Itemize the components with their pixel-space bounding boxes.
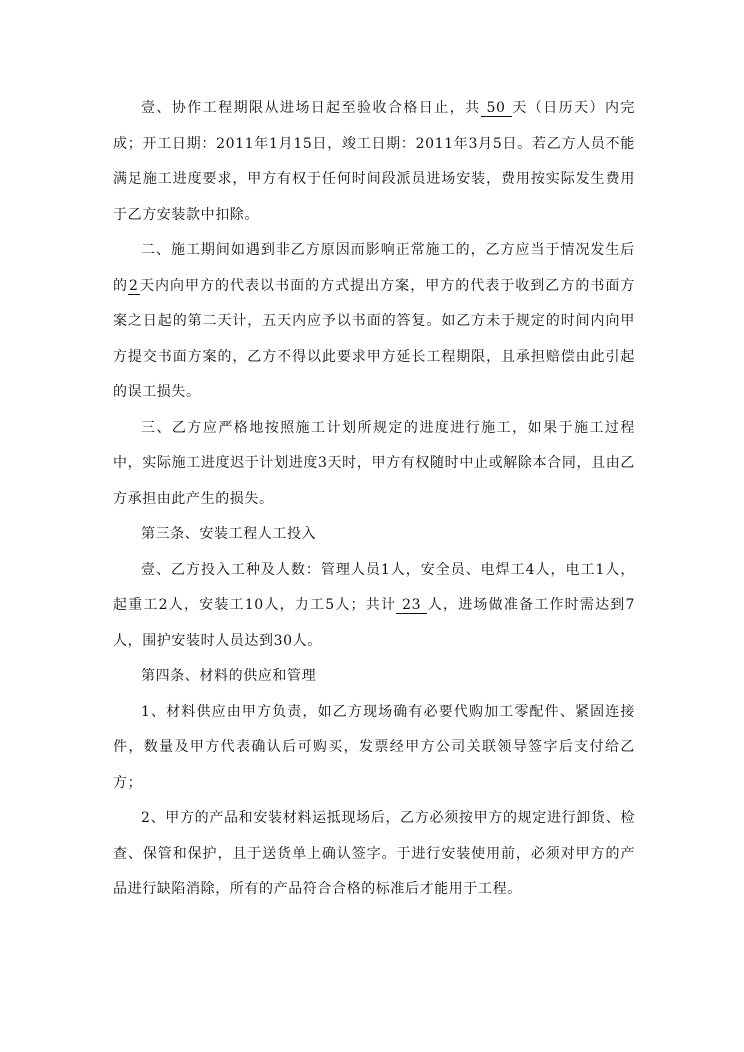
- article3-heading: 第三条、安装工程人工投入: [141, 526, 317, 542]
- clause-delay-after: 天内向甲方的代表以书面的方式提出方案，甲方的代表于收到乙方的书面方案之日起的第二天计，五天内应予以书面的答复。如乙方未于规定的时间内向甲方提交书面方案的，乙方不得以此要求甲方延长工程期限，且承担赔偿由此引起的误工损失。: [113, 277, 635, 400]
- manpower-total: 23: [396, 597, 427, 614]
- clause-manpower-after: 人，进场做准备工作时需达到7人，围护安装时人员达到30人。: [113, 597, 635, 649]
- delay-days: 2: [129, 277, 139, 294]
- duration-days: 50: [481, 100, 512, 117]
- clause-delay-before: 二、施工期间如遇到非乙方原因而影响正常施工的，乙方应当于情况发生后的: [113, 242, 635, 294]
- clause-manpower-before: 壹、乙方投入工种及人数：管理人员1人，安全员、电焊工4人，电工1人，起重工2人，安装工10人，力工5人；共计: [113, 561, 635, 613]
- clause-manpower: [113, 553, 635, 660]
- clause-progress: 三、乙方应严格地按照施工计划所规定的进度进行施工，如果于施工过程中，实际施工进度迟于计划进度3天时，甲方有权随时中止或解除本合同，且由乙方承担由此产生的损失。: [113, 419, 635, 507]
- clause-duration-after: 天（日历天）内完成；开工日期：2011年1月15日，竣工日期：2011年3月5日。若乙方人员不能满足施工进度要求，甲方有权于任何时间段派员进场安装，费用按实际发生费用于乙方安装款中扣除。: [113, 100, 635, 223]
- clause-duration-before: 壹、协作工程期限从进场日起至验收合格日止，共: [141, 100, 481, 116]
- clause-material-handling: 2、甲方的产品和安装材料运抵现场后，乙方必须按甲方的规定进行卸货、检查、保管和保护，且于送货单上确认签字。于进行安装使用前，必须对甲方的产品进行缺陷消除，所有的产品符合合格的标准后才能用于工程。: [113, 810, 635, 897]
- contract-page: [113, 91, 635, 908]
- clause-delay: [113, 233, 635, 411]
- clause-duration: [113, 91, 635, 233]
- article4-heading: 第四条、材料的供应和管理: [141, 668, 317, 684]
- clause-material-supply: 1、材料供应由甲方负责，如乙方现场确有必要代购加工零配件、紧固连接件，数量及甲方代表确认后可购买，发票经甲方公司关联领导签字后支付给乙方；: [113, 703, 635, 791]
